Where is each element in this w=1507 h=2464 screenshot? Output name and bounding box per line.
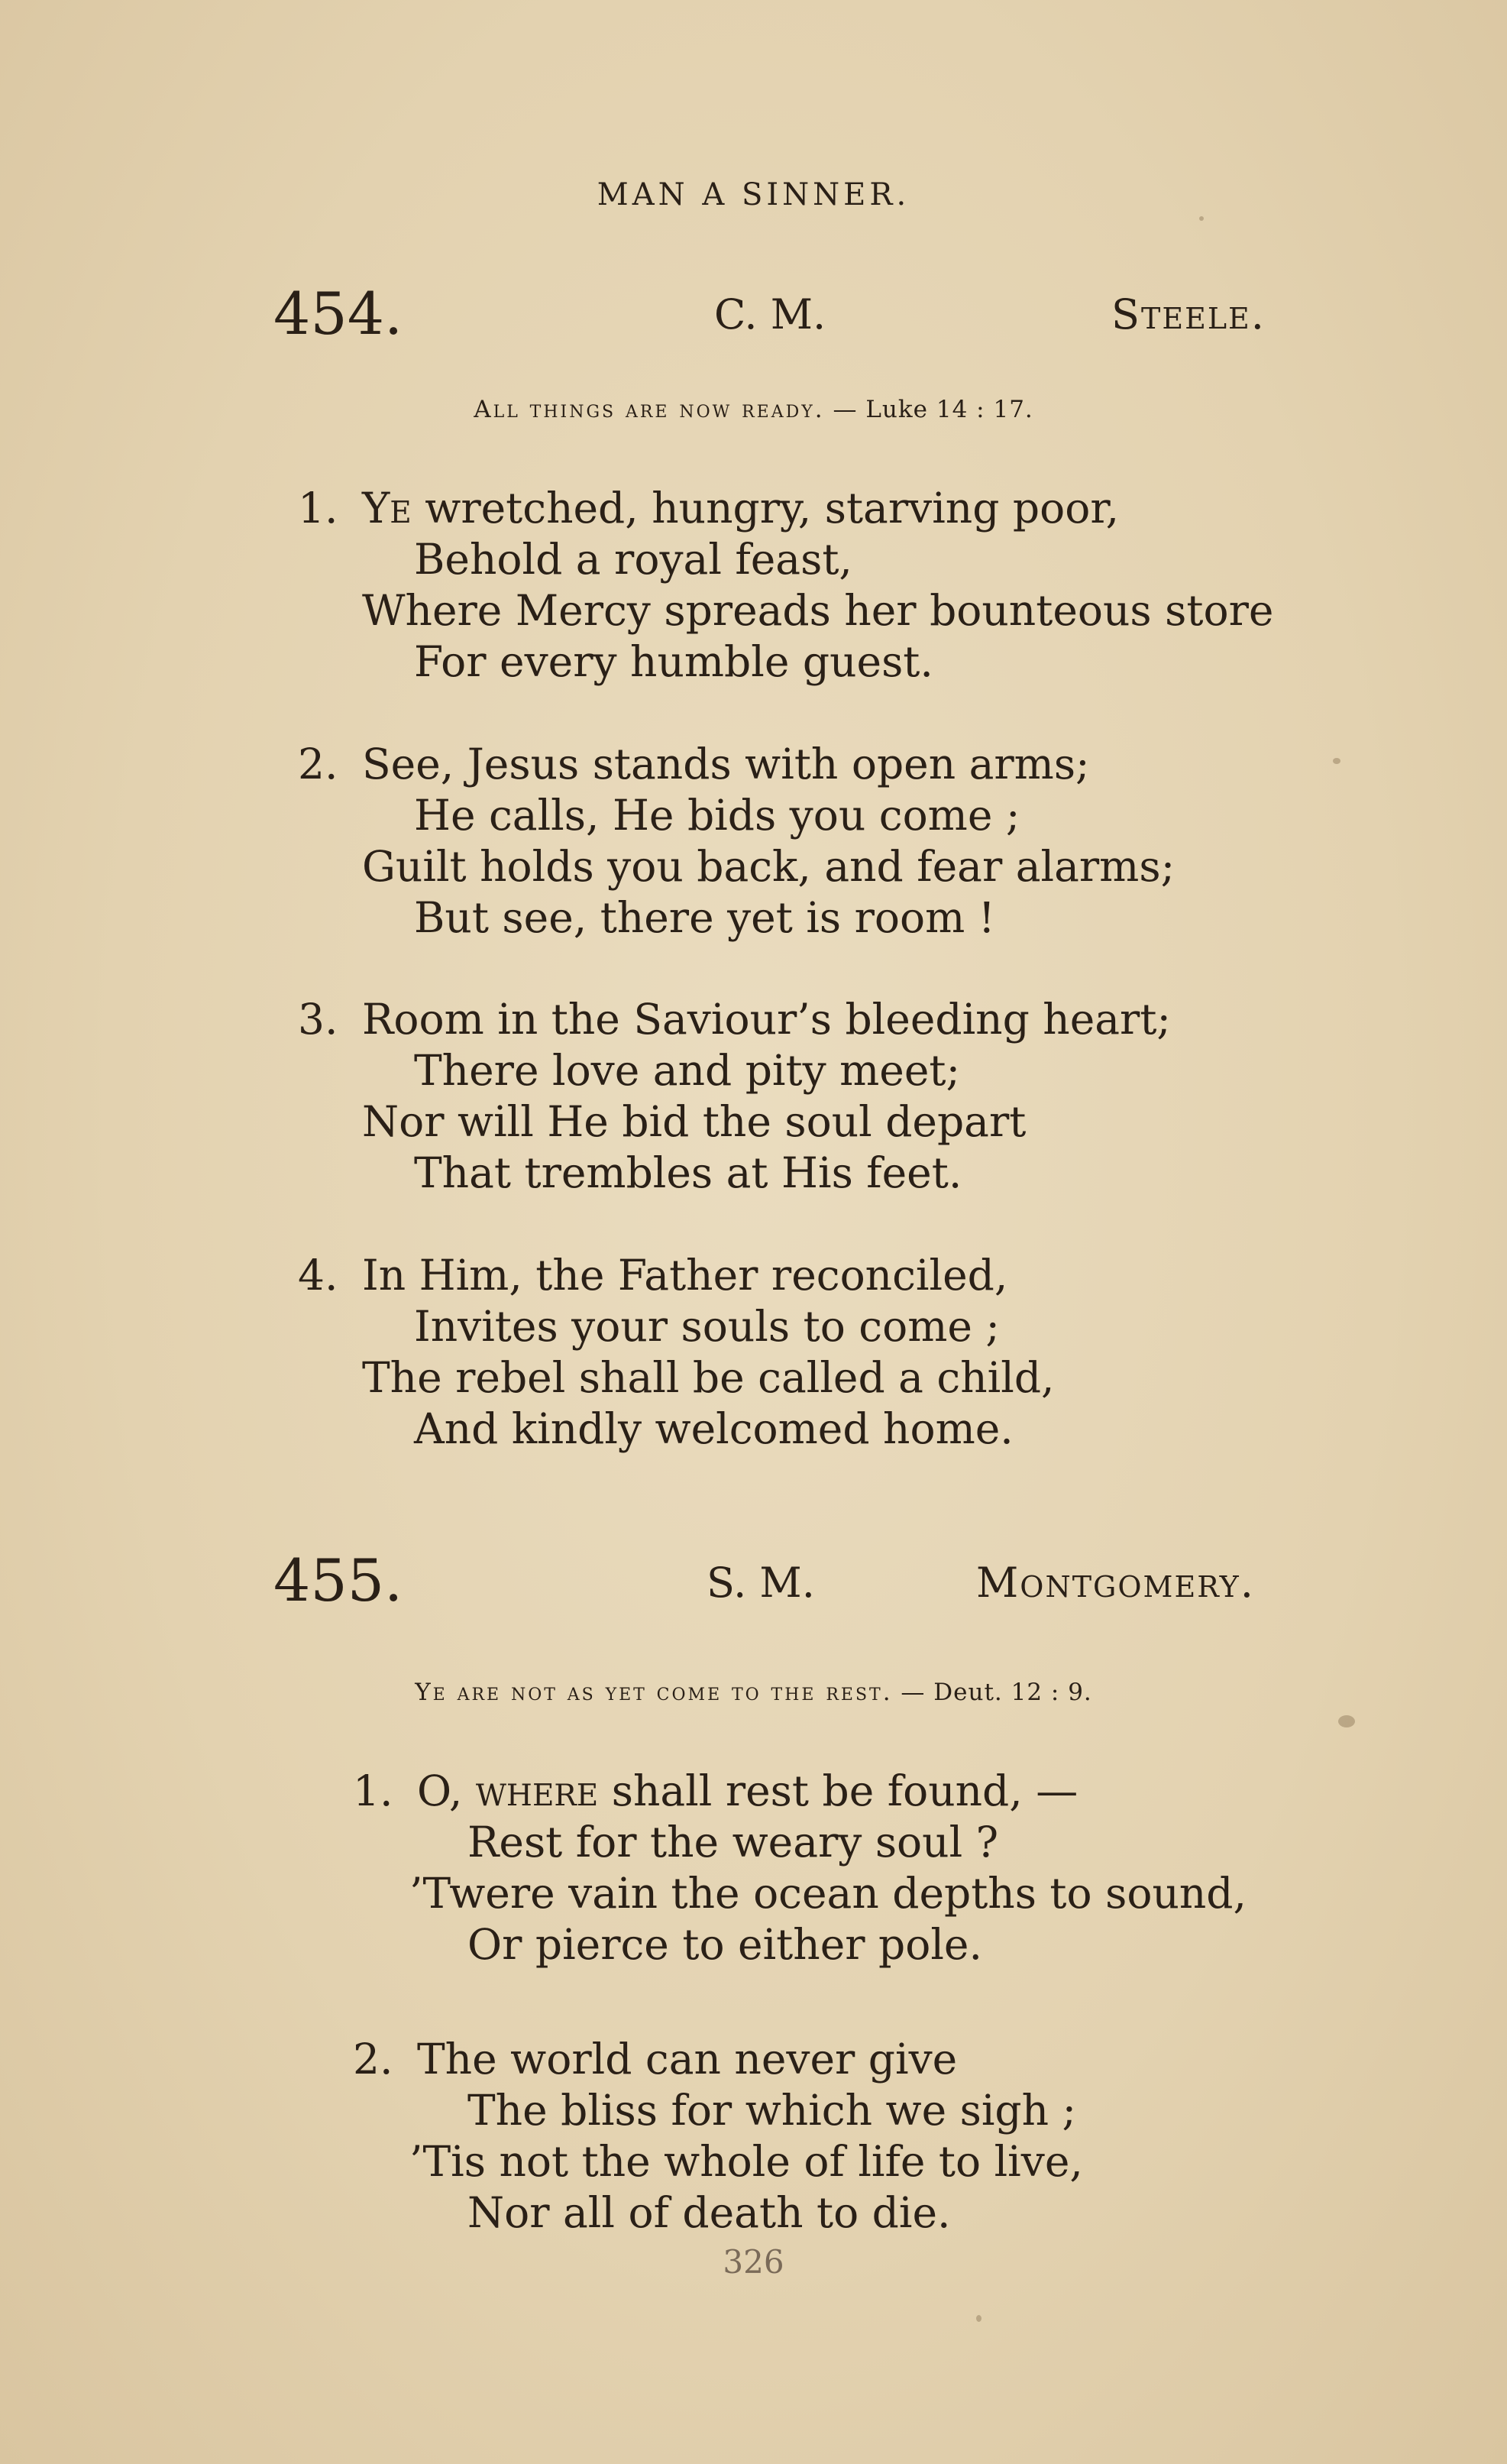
verse-line bbox=[353, 1766, 1078, 1815]
epigraph-text: All things are now ready. bbox=[474, 396, 825, 423]
verse-line-text: Room in the Saviour’s bleeding heart; bbox=[362, 995, 1171, 1044]
verse-number: 1. bbox=[353, 1766, 393, 1815]
page-number: 326 bbox=[723, 2243, 784, 2281]
verse-line bbox=[298, 484, 1119, 533]
paper-speck bbox=[1338, 1715, 1355, 1727]
verse-line: And kindly welcomed home. bbox=[414, 1404, 1014, 1453]
hymn-number: 454. bbox=[273, 280, 403, 348]
hymn-meter: S. M. bbox=[707, 1559, 815, 1607]
verse-line bbox=[298, 740, 1090, 788]
verse-first-word: where bbox=[475, 1766, 599, 1815]
paper-speck bbox=[1199, 216, 1204, 221]
hymn-epigraph bbox=[0, 396, 1507, 423]
verse-line: That trembles at His feet. bbox=[414, 1148, 962, 1197]
verse-line: Rest for the weary soul ? bbox=[467, 1818, 999, 1867]
epigraph-reference: — Luke 14 : 17. bbox=[833, 396, 1033, 423]
verse-line bbox=[353, 2035, 957, 2084]
verse-line: Behold a royal feast, bbox=[414, 535, 852, 584]
running-head: MAN A SINNER. bbox=[597, 177, 910, 212]
verse-line: Or pierce to either pole. bbox=[467, 1920, 982, 1969]
verse-line: Invites your souls to come ; bbox=[414, 1302, 1000, 1351]
verse-line bbox=[298, 1251, 1007, 1300]
paper-speck bbox=[1333, 758, 1340, 764]
verse-line: The rebel shall be called a child, bbox=[362, 1353, 1055, 1402]
epigraph-reference: — Deut. 12 : 9. bbox=[901, 1679, 1092, 1706]
verse-line bbox=[298, 995, 1171, 1044]
verse-line: Where Mercy spreads her bounteous store bbox=[362, 586, 1274, 635]
hymn-epigraph bbox=[0, 1679, 1507, 1706]
verse-number: 1. bbox=[298, 484, 338, 533]
verse-line-text: wretched, hungry, starving poor, bbox=[411, 484, 1120, 533]
verse-number: 2. bbox=[353, 2035, 393, 2084]
verse-first-word: Ye bbox=[362, 484, 412, 533]
verse-line: Guilt holds you back, and fear alarms; bbox=[362, 842, 1176, 891]
hymn-number: 455. bbox=[273, 1546, 403, 1614]
verse-first-word-plain: O, bbox=[417, 1766, 476, 1815]
paper-speck bbox=[976, 2315, 981, 2322]
verse-line: Nor will He bid the soul depart bbox=[362, 1097, 1027, 1146]
verse-line-text: shall rest be found, — bbox=[598, 1766, 1079, 1815]
verse-line: ’Twere vain the ocean depths to sound, bbox=[409, 1869, 1247, 1918]
verse-line-text: The world can never give bbox=[417, 2035, 958, 2084]
epigraph-text: Ye are not as yet come to the rest. bbox=[415, 1679, 893, 1706]
verse-line: He calls, He bids you come ; bbox=[414, 791, 1020, 840]
verse-line: There love and pity meet; bbox=[414, 1046, 961, 1095]
verse-number: 3. bbox=[298, 995, 338, 1044]
verse-line: The bliss for which we sigh ; bbox=[467, 2086, 1077, 2135]
hymn-author: Montgomery. bbox=[976, 1559, 1255, 1607]
verse-line: Nor all of death to die. bbox=[467, 2188, 951, 2237]
verse-line: ’Tis not the whole of life to live, bbox=[409, 2137, 1083, 2186]
verse-line: But see, there yet is room ! bbox=[414, 893, 995, 942]
verse-line: For every humble guest. bbox=[414, 637, 933, 686]
verse-line-text: In Him, the Father reconciled, bbox=[362, 1251, 1008, 1300]
hymn-meter: C. M. bbox=[714, 290, 826, 338]
verse-line-text: See, Jesus stands with open arms; bbox=[362, 740, 1090, 788]
verse-number: 4. bbox=[298, 1251, 338, 1300]
verse-number: 2. bbox=[298, 740, 338, 788]
hymn-author: Steele. bbox=[1111, 290, 1266, 338]
